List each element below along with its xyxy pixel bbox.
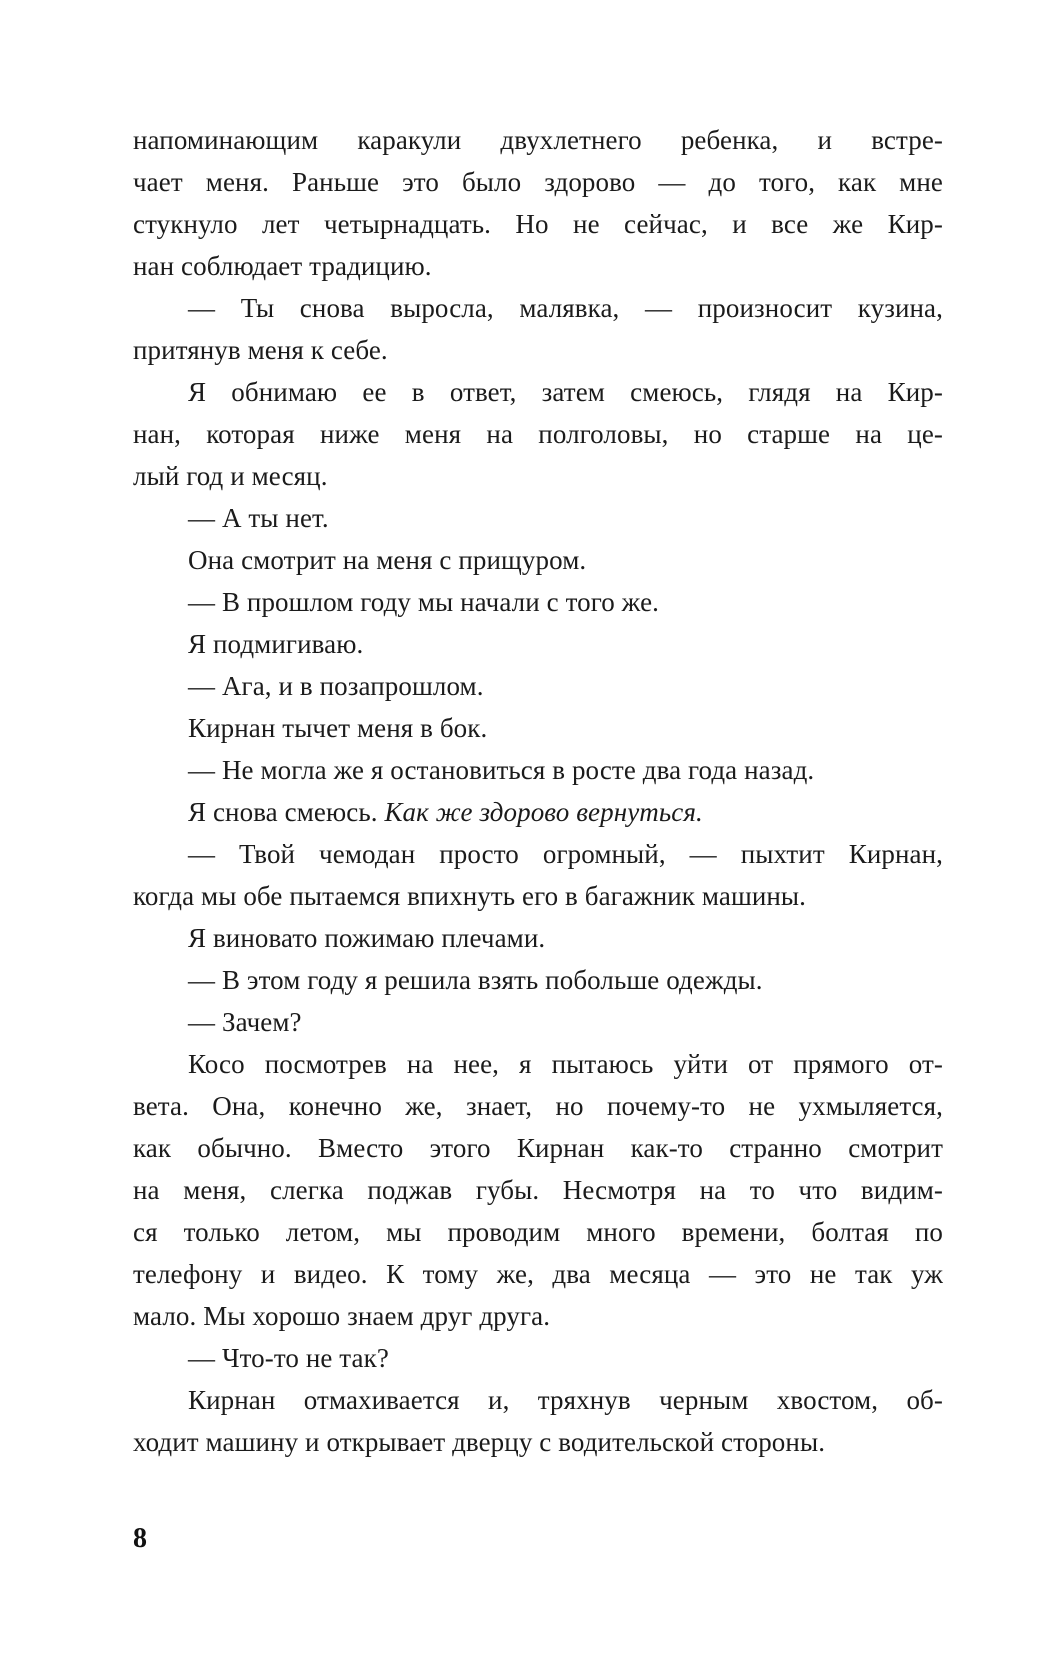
text-run: Я снова смеюсь.	[188, 797, 385, 827]
text-line: нан соблюдает традицию.	[133, 251, 432, 281]
text-line: — Твой чемодан просто огромный, — пыхтит Кирнан,	[188, 839, 943, 869]
text-line: — А ты нет.	[188, 503, 329, 533]
text-line: как обычно. Вместо этого Кирнан как-то странно смотрит	[133, 1133, 943, 1163]
text-line	[133, 791, 943, 833]
text-line: Я обнимаю ее в ответ, затем смеюсь, глядя на Кир-	[188, 377, 943, 407]
text-line: Я подмигиваю.	[188, 629, 364, 659]
text-line: когда мы обе пытаемся впихнуть его в багажник машины.	[133, 881, 807, 911]
text-line: Косо посмотрев на нее, я пытаюсь уйти от прямого от-	[188, 1049, 943, 1079]
text-line: Она смотрит на меня с прищуром.	[188, 545, 587, 575]
text-line: телефону и видео. К тому же, два месяца — это не так уж	[133, 1259, 943, 1289]
text-line: Кирнан отмахивается и, тряхнув черным хвостом, об-	[188, 1385, 943, 1415]
text-line: — Не могла же я остановиться в росте два года назад.	[188, 755, 815, 785]
text-line: — Зачем?	[188, 1007, 302, 1037]
text-line: — В этом году я решила взять побольше одежды.	[188, 965, 763, 995]
text-line: — Ты снова выросла, малявка, — произносит кузина,	[188, 293, 943, 323]
text-line: ся только летом, мы проводим много времени, болтая по	[133, 1217, 943, 1247]
text-line: — Ага, и в позапрошлом.	[188, 671, 484, 701]
text-line: стукнуло лет четырнадцать. Но не сейчас, и все же Кир-	[133, 209, 943, 239]
text-line: — В прошлом году мы начали с того же.	[188, 587, 660, 617]
text-line: притянув меня к себе.	[133, 335, 388, 365]
text-line: ходит машину и открывает дверцу с водительской стороны.	[133, 1427, 826, 1457]
text-line: — Что-то не так?	[188, 1343, 389, 1373]
text-line: на меня, слегка поджав губы. Несмотря на то что видим-	[133, 1175, 943, 1205]
text-line: чает меня. Раньше это было здорово — до того, как мне	[133, 167, 943, 197]
page-number: 8	[133, 1523, 147, 1554]
text-line: Я виновато пожимаю плечами.	[188, 923, 546, 953]
text-line: лый год и месяц.	[133, 461, 328, 491]
page-text	[133, 119, 943, 1463]
text-line: вета. Она, конечно же, знает, но почему-то не ухмыляется,	[133, 1091, 943, 1121]
text-line: напоминающим каракули двухлетнего ребенка, и встре-	[133, 125, 943, 155]
text-run-italic: Как же здорово вернуться.	[384, 797, 703, 827]
text-line: нан, которая ниже меня на полголовы, но старше на це-	[133, 419, 943, 449]
text-line: Кирнан тычет меня в бок.	[188, 713, 488, 743]
text-line: мало. Мы хорошо знаем друг друга.	[133, 1301, 551, 1331]
